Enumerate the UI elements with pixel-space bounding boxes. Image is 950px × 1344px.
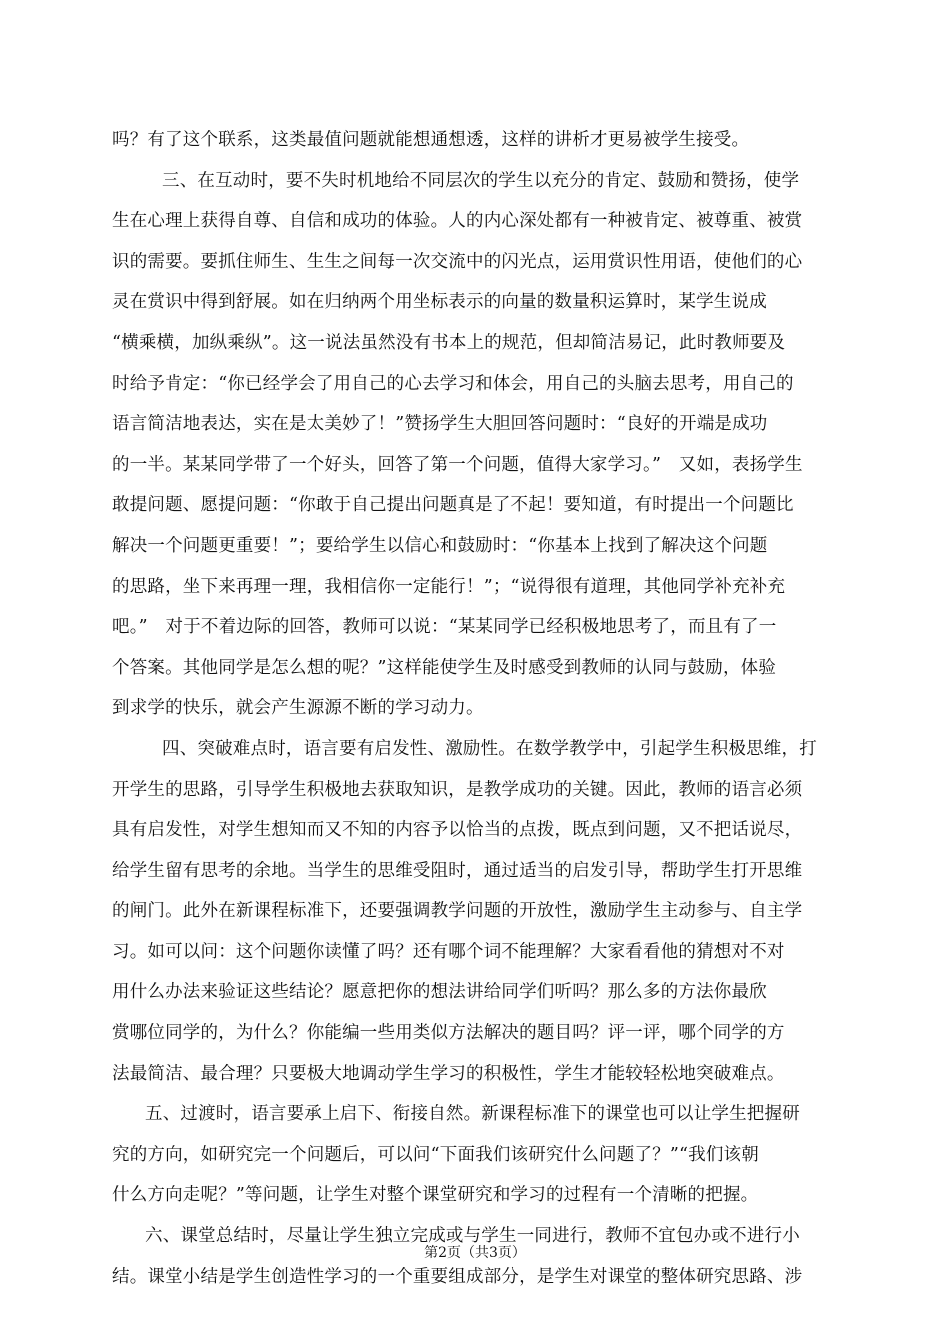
paragraph-heading-line: 四、突破难点时，语言要有启发性、激励性。在数学教学中，引起学生积极思维，打 xyxy=(162,738,817,759)
text-line: 赏哪位同学的，为什么？你能编一些用类似方法解决的题目吗？评一评，哪个同学的方 xyxy=(112,1023,785,1044)
page-footer: 第2页（共3页） xyxy=(424,1245,526,1261)
text-line: 法最简洁、最合理？只要极大地调动学生学习的积极性，学生才能较轻松地突破难点。 xyxy=(112,1063,785,1084)
text-line: 识的需要。要抓住师生、生生之间每一次交流中的闪光点，运用赏识性用语，使他们的心 xyxy=(112,251,803,272)
text-line: 具有启发性，对学生想知而又不知的内容予以恰当的点拨，既点到问题，又不把话说尽， xyxy=(112,820,803,841)
text-line: 个答案。其他同学是怎么想的呢？”这样能使学生及时感受到教师的认同与鼓励，体验 xyxy=(112,657,777,678)
paragraph-heading-line: 五、过渡时，语言要承上启下、衔接自然。新课程标准下的课堂也可以让学生把握研 xyxy=(145,1104,800,1125)
text-line: 生在心理上获得自尊、自信和成功的体验。人的内心深处都有一种被肯定、被尊重、被赏 xyxy=(112,211,803,232)
text-line: 习。如可以问：这个问题你读懂了吗？还有哪个词不能理解？大家看看他的猜想对不对 xyxy=(112,941,785,962)
text-line: 开学生的思路，引导学生积极地去获取知识，是教学成功的关键。因此，教师的语言必须 xyxy=(112,779,803,800)
text-line: 给学生留有思考的余地。当学生的思维受阻时，通过适当的启发引导，帮助学生打开思维 xyxy=(112,860,803,881)
text-line: 究的方向，如研究完一个问题后，可以问“下面我们该研究什么问题了？”“我们该朝 xyxy=(112,1144,759,1165)
text-line: 用什么办法来验证这些结论？愿意把你的想法讲给同学们听吗？那么多的方法你最欣 xyxy=(112,982,767,1003)
text-line: 解决一个问题更重要！”；要给学生以信心和鼓励时：“你基本上找到了解决这个问题 xyxy=(112,535,768,556)
text-line: “横乘横，加纵乘纵”。这一说法虽然没有书本上的规范，但却简洁易记，此时教师要及 xyxy=(112,332,786,353)
text-line: 灵在赏识中得到舒展。如在归纳两个用坐标表示的向量的数量积运算时，某学生说成 xyxy=(112,292,767,313)
text-line: 吗？有了这个联系，这类最值问题就能想通想透，这样的讲析才更易被学生接受。 xyxy=(112,130,750,150)
text-line: 吧。” 对于不着边际的回答，教师可以说：“某某同学已经积极地思考了，而且有了一 xyxy=(112,617,777,638)
text-line: 的思路，坐下来再理一理，我相信你一定能行！”；“说得很有道理，其他同学补充补充 xyxy=(112,576,786,597)
text-line: 时给予肯定：“你已经学会了用自己的心去学习和体会，用自己的头脑去思考，用自己的 xyxy=(112,373,794,394)
text-line: 什么方向走呢？”等问题，让学生对整个课堂研究和学习的过程有一个清晰的把握。 xyxy=(112,1185,759,1206)
text-line: 的闸门。此外在新课程标准下，还要强调教学问题的开放性，激励学生主动参与、自主学 xyxy=(112,901,803,922)
document-body xyxy=(112,120,838,1297)
text-line: 语言简洁地表达，实在是太美妙了！”赞扬学生大胆回答问题时：“良好的开端是成功 xyxy=(112,414,768,435)
text-line: 结。课堂小结是学生创造性学习的一个重要组成部分，是学生对课堂的整体研究思路、涉 xyxy=(112,1266,803,1287)
paragraph-heading-line: 三、在互动时，要不失时机地给不同层次的学生以充分的肯定、鼓励和赞扬，使学 xyxy=(162,170,800,191)
text-line: 的一半。某某同学带了一个好头，回答了第一个问题，值得大家学习。” 又如，表扬学生 xyxy=(112,454,803,475)
text-line: 敢提问题、愿提问题：“你敢于自己提出问题真是了不起！要知道，有时提出一个问题比 xyxy=(112,495,794,516)
paragraph-heading-line: 六、课堂总结时，尽量让学生独立完成或与学生一同进行，教师不宜包办或不进行小 xyxy=(145,1226,800,1247)
text-line: 到求学的快乐，就会产生源源不断的学习动力。 xyxy=(112,698,484,719)
